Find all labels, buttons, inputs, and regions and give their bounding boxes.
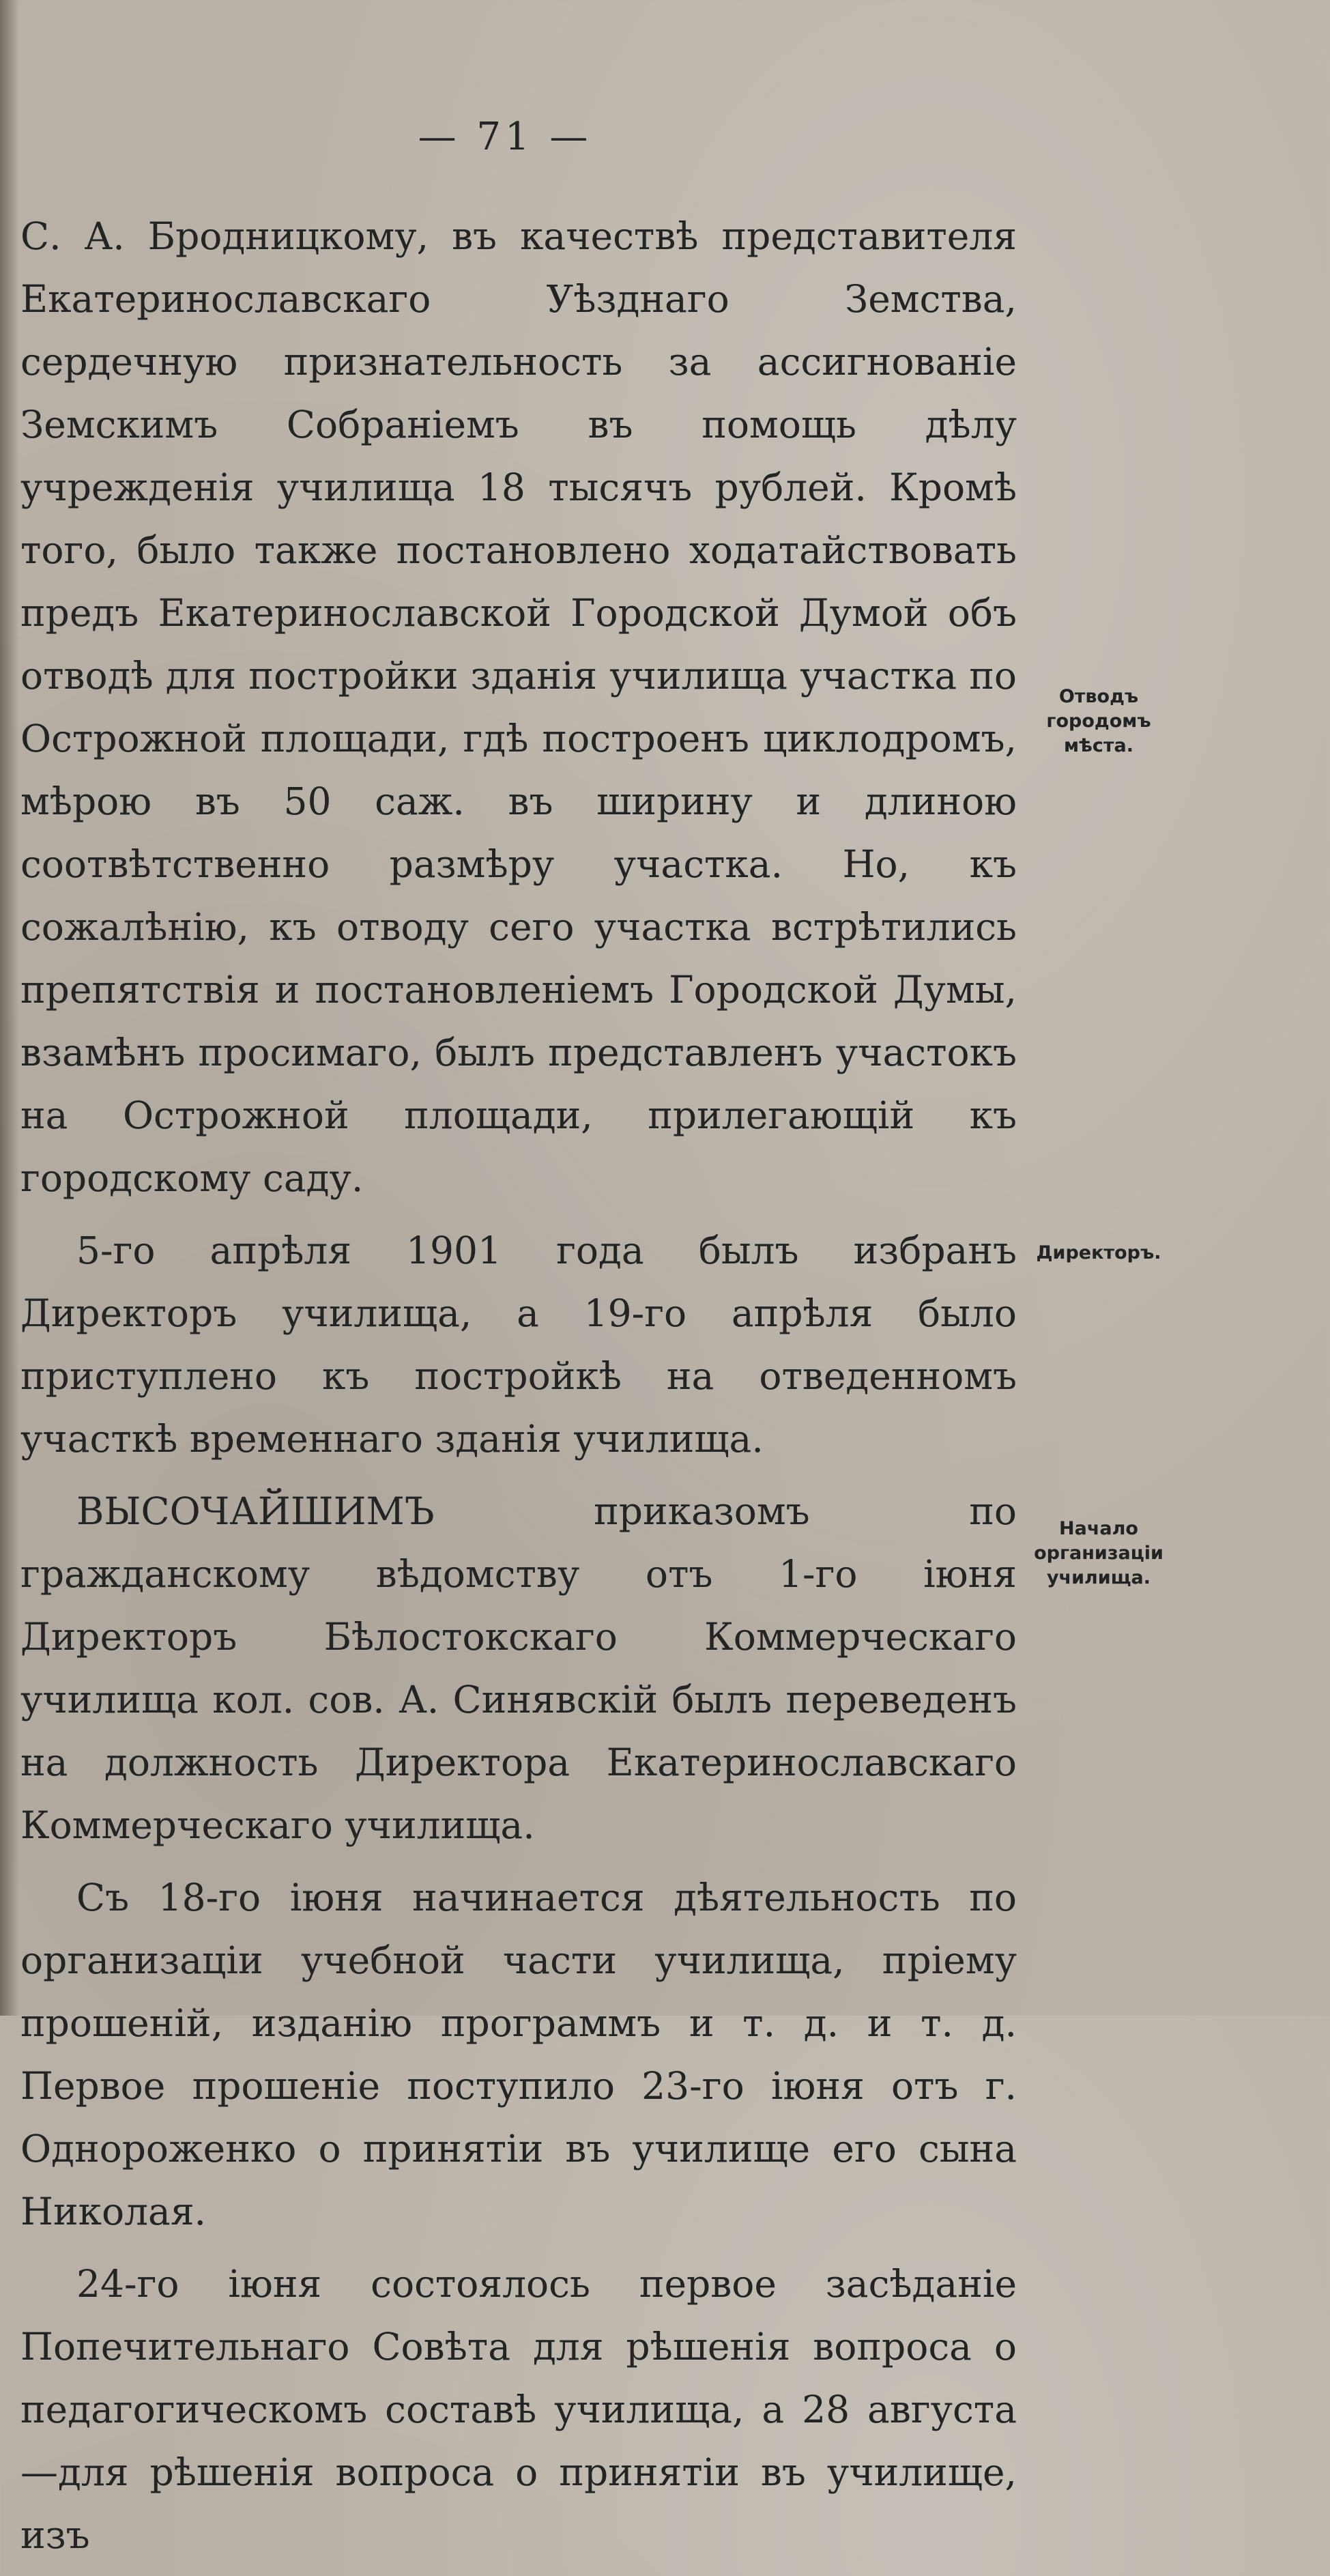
margin-note-line: городомъ — [1046, 711, 1151, 732]
margin-note-line: Начало — [1059, 1518, 1138, 1539]
margin-note-line: Отводъ — [1058, 686, 1139, 707]
page-number: — 71 — — [418, 115, 592, 159]
margin-note-line: мѣста. — [1063, 735, 1134, 756]
paragraph-4: Съ 18-го іюня начинается дѣятельность по организаціи учебной части училища, пріему прошеній, изданію программъ и т. д. и т. д. Первое прошеніе поступило 23-го іюня отъ г. Однороженко о принятіи въ училище его сына Николая. — [20, 1876, 1017, 2233]
margin-note-direktor — [1024, 1241, 1174, 1265]
paragraph-2: 5-го апрѣля 1901 года былъ избранъ Директоръ училища, а 19-го апрѣля было приступлено къ постройкѣ на отведенномъ участкѣ временнаго зданія училища. — [20, 1229, 1017, 1461]
margin-note-nachalo — [1024, 1517, 1174, 1590]
margin-note-line: организаціи — [1034, 1543, 1163, 1564]
paragraph-5: 24-го іюня состоялось первое засѣданіе Попечительнаго Совѣта для рѣшенія вопроса о педагогическомъ составѣ училища, а 28 августа—для рѣшенія вопроса о принятіи въ училище, изъ — [20, 2262, 1017, 2557]
margin-note-line: училища. — [1046, 1567, 1151, 1588]
page-edge-shadow — [0, 0, 19, 2016]
paragraph-3: ВЫСОЧАЙШИМЪ приказомъ по гражданскому вѣдомству отъ 1-го іюня Директоръ Бѣлостокскаго Коммерческаго училища кол. сов. А. Синявскій былъ переведенъ на должность Директора Екатеринославскаго Коммерческаго училища. — [20, 1489, 1017, 1847]
main-text-column — [20, 205, 1017, 2576]
paragraph-1: С. А. Бродницкому, въ качествѣ представителя Екатеринославскаго Уѣзднаго Земства, сердечную признательность за ассигнованіе Земскимъ Собраніемъ въ помощь дѣлу учрежденія училища 18 тысячъ рублей. Кромѣ того, было также постановлено ходатайствовать предъ Екатеринославской Городской Думой объ отводѣ для постройки зданія училища участка по Острожной площади, гдѣ построенъ циклодромъ, мѣрою въ 50 саж. въ ширину и длиною соотвѣтственно размѣру участка. Но, къ сожалѣнію, къ отводу сего участка встрѣтились препятствія и постановленіемъ Городской Думы, взамѣнъ просимаго, былъ представленъ участокъ на Острожной площади, прилегающій къ городскому саду. — [20, 214, 1017, 1200]
margin-note-line: Директоръ. — [1036, 1242, 1161, 1263]
margin-note-otvod — [1024, 685, 1174, 758]
